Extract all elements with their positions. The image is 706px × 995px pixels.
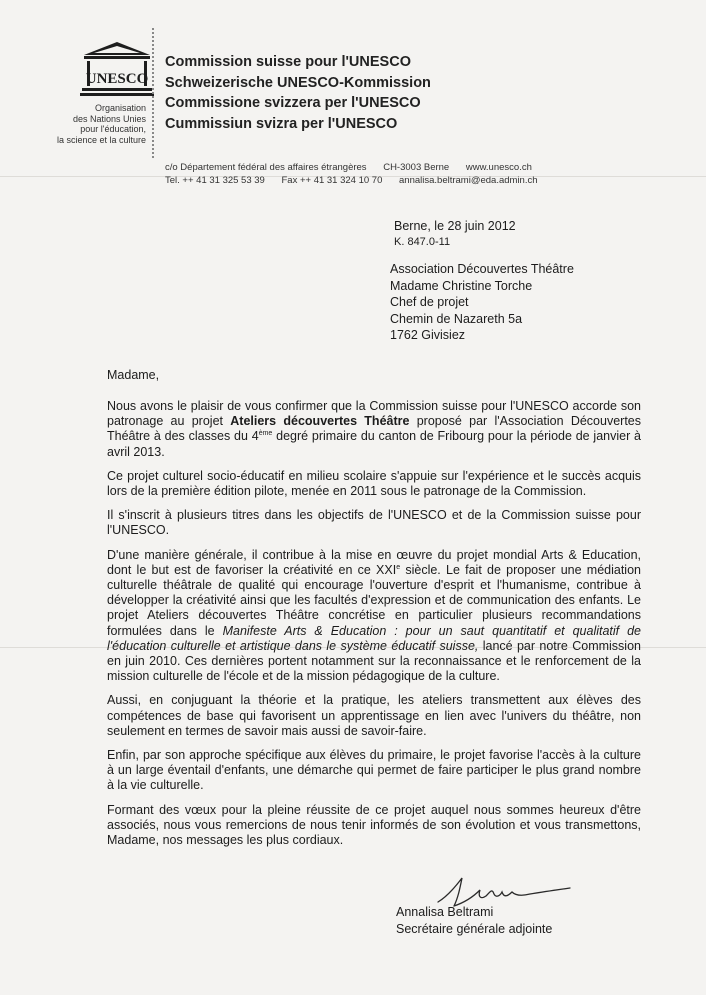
organisation-subtitle: Organisation des Nations Unies pour l'éducation, la science et la culture: [56, 103, 146, 145]
letter-date: Berne, le 28 juin 2012: [394, 219, 516, 233]
paragraph: Aussi, en conjuguant la théorie et la pratique, les ateliers transmettent aux élèves des compétences de base qui favorisent un apprentissage en lien avec l'univers du théâtre, non seulement en termes de savoir mais aussi de savoir-faire.: [107, 693, 641, 738]
reference-number: K. 847.0-11: [394, 236, 451, 248]
project-name: Ateliers découvertes Théâtre: [230, 414, 410, 429]
fax-number: Fax ++ 41 31 324 10 70: [281, 174, 383, 186]
signer-title: Secrétaire générale adjointe: [396, 921, 553, 936]
letter-body: [107, 399, 641, 857]
paragraph: Enfin, par son approche spécifique aux élèves du primaire, le projet favorise l'accès à la culture à un large éventail d'enfants, une démarche qui permet de faire participer le plus grand nombre à la vie culturelle.: [107, 748, 641, 793]
email-link[interactable]: annalisa.beltrami@eda.admin.ch: [399, 174, 538, 186]
unesco-logo: [80, 42, 154, 100]
signer-name: Annalisa Beltrami: [396, 905, 494, 919]
dotted-separator: [152, 28, 154, 158]
paragraph: Formant des vœux pour la pleine réussite de ce projet auquel nous sommes heureux d'être associés, nous vous remercions de nous tenir informés de son évolution et vous transmettons, Madame, nos messages les plus cordiaux.: [107, 802, 641, 848]
recipient-address: Association Découvertes Théâtre Madame Christine Torche Chef de projet Chemin de Nazareth 5a 1762 Givisiez: [390, 262, 574, 342]
unesco-logo-text: UNESCO: [85, 71, 149, 87]
salutation: Madame,: [107, 368, 160, 382]
manifesto-title: Manifeste Arts & Education : pour un saut quantitatif et qualitatif de l'éducation culturelle et artistique dans le système éducatif suisse,: [107, 623, 642, 653]
website-link[interactable]: www.unesco.ch: [465, 162, 532, 173]
postal-address: CH-3003 Berne: [383, 162, 450, 173]
paragraph: Il s'inscrit à plusieurs titres dans les objectifs de l'UNESCO et de la Commission suisse pour l'UNESCO.: [107, 508, 641, 538]
commission-names: Commission suisse pour l'UNESCO Schweizerische UNESCO-Kommission Commissione svizzera per l'UNESCO Cummissiun svizra per l'UNESCO: [165, 54, 431, 132]
address-line: c/o Département fédéral des affaires étrangères: [165, 162, 367, 173]
paragraph: D'une manière générale, il contribue à la mise en œuvre du projet mondial Arts & Education, dont le but est de favoriser la créativité en ce XXIe siècle. Le fait de proposer une médiation culturelle théâtrale de qualité qui encourage l'ouverture d'esprit et l'humanisme, contribue à développer la créativité ainsi que les facultés d'expression et de communication des enfants. Le projet Ateliers découvertes Théâtre concrétise en particulier plusieurs recommandations formulées dans le Manifeste Arts & Education : pour un saut quantitatif et qualitatif de l'éducation culturelle et artistique dans le système éducatif suisse, lancé par notre Commission en juin 2010. Ces dernières portent notamment sur la reconnaissance et le renforcement de la mission culturelle de l'école et de la mission pédagogique de la culture.: [107, 547, 642, 684]
paragraph: Nous avons le plaisir de vous confirmer que la Commission suisse pour l'UNESCO accorde son patronage au projet Ateliers découvertes Théâtre proposé par l'Association Découvertes Théâtre à des classes du 4ème degré primaire du canton de Fribourg pour la période de janvier à avril 2013.: [107, 399, 642, 459]
signer-block: [396, 904, 552, 937]
paragraph: Ce projet culturel socio-éducatif en milieu scolaire s'appuie sur l'expérience et le succès acquis lors de la première édition pilote, menée en 2011 sous le patronage de la Commission.: [107, 468, 641, 499]
date-block: [394, 218, 516, 250]
contact-details: [165, 162, 538, 187]
phone-number: Tel. ++ 41 31 325 53 39: [165, 174, 265, 186]
